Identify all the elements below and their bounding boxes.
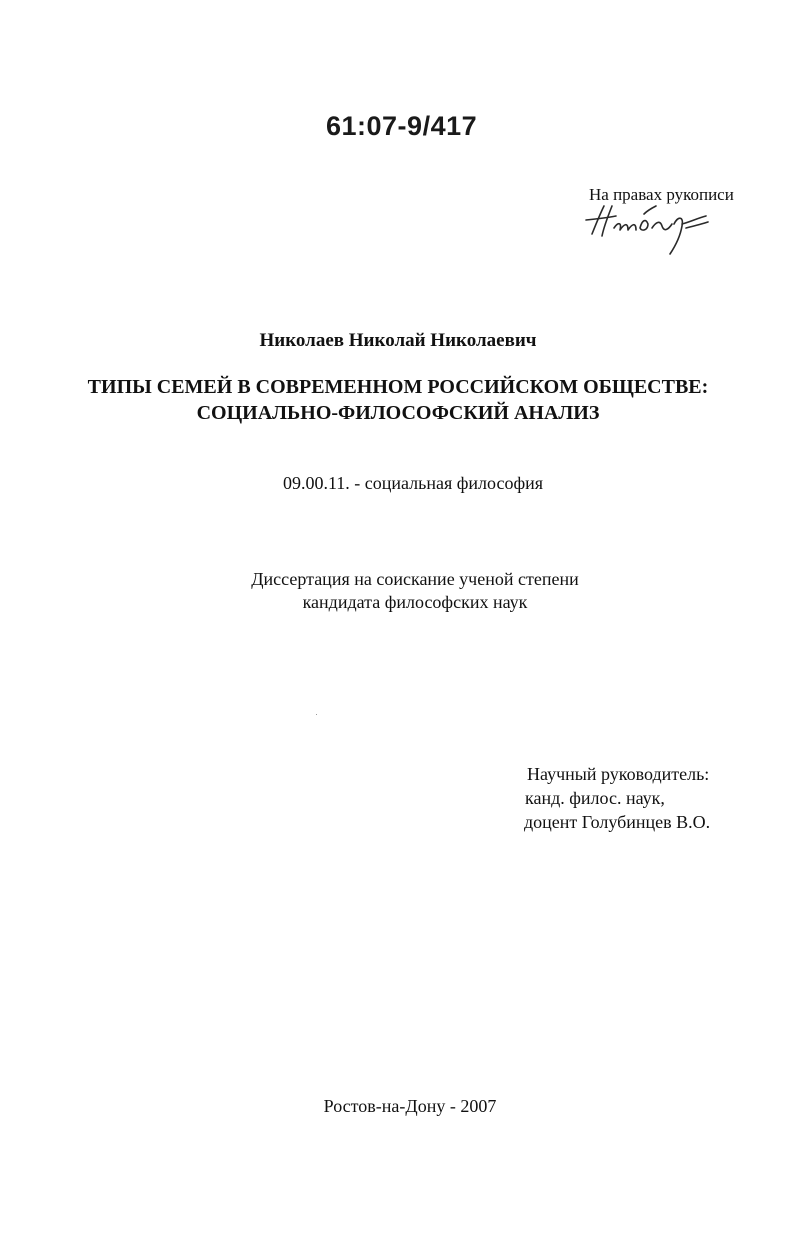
title-line: ТИПЫ СЕМЕЙ В СОВРЕМЕННОМ РОССИЙСКОМ ОБЩЕСТВЕ: xyxy=(87,376,709,398)
manuscript-rights-note: На правах рукописи xyxy=(589,185,734,204)
specialty-code: 09.00.11. - социальная философия xyxy=(282,473,544,493)
handwritten-signature xyxy=(582,194,712,256)
city-year: Ростов-на-Дону - 2007 xyxy=(323,1096,497,1116)
archive-stamp-number: 61:07-9/417 xyxy=(326,111,478,141)
degree-line: кандидата философских наук xyxy=(302,592,528,612)
author-name: Николаев Николай Николаевич xyxy=(259,330,537,351)
degree-statement xyxy=(0,568,796,614)
supervisor-line: Научный руководитель: xyxy=(527,764,710,784)
supervisor-line: доцент Голубинцев В.О. xyxy=(524,812,711,832)
title-line: СОЦИАЛЬНО-ФИЛОСОФСКИЙ АНАЛИЗ xyxy=(196,402,600,424)
supervisor-line: канд. филос. наук, xyxy=(525,788,665,808)
scan-speck xyxy=(316,714,317,715)
supervisor-block xyxy=(524,762,710,834)
degree-line: Диссертация на соискание ученой степени xyxy=(251,569,579,589)
dissertation-title xyxy=(0,374,796,426)
